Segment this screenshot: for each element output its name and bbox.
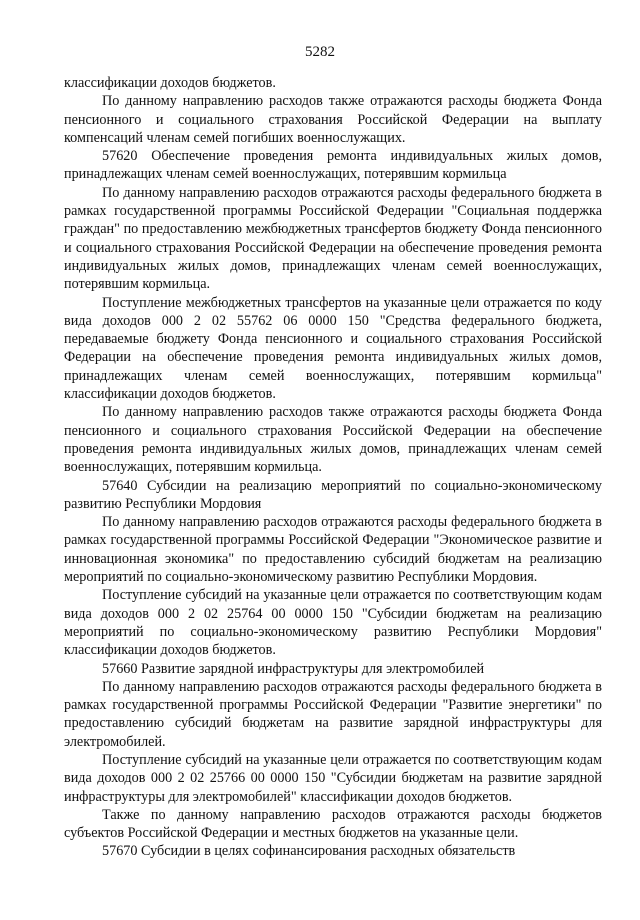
paragraph: классификации доходов бюджетов. (64, 75, 276, 91)
section-heading-57660: 57660 Развитие зарядной инфраструктуры для электромобилей (102, 660, 485, 677)
section-heading-57640: 57640 Субсидии на реализацию мероприятий по социально-экономическому развитию Республики Мордовия (64, 477, 602, 512)
document-body (64, 74, 602, 861)
paragraph: Также по данному направлению расходов отражаются расходы бюджетов субъектов Российской Федерации и местных бюджетов на указанные цели. (64, 806, 602, 842)
paragraph: Поступление межбюджетных трансфертов на указанные цели отражается по коду вида доходов 000 2 02 55762 06 0000 150 "Средства федерального бюджета, передаваемые бюджету Фонда пенсионного и социального страхования Российской Федерации на обеспечение проведения ремонта индивидуальных жилых домов, принадлежащих членам семей военнослужащих, потерявшим кормильца" классификации доходов бюджетов. (64, 294, 602, 403)
paragraph: Поступление субсидий на указанные цели отражается по соответствующим кодам вида доходов 000 2 02 25764 00 0000 150 "Субсидии бюджетам на реализацию мероприятий по социально-экономическому развитию Республики Мордовия" классификации доходов бюджетов. (64, 587, 602, 659)
page-number: 5282 (305, 44, 335, 60)
section-heading-57620: 57620 Обеспечение проведения ремонта индивидуальных жилых домов, принадлежащих членам семей военнослужащих, потерявшим кормильца (64, 148, 602, 183)
paragraph: По данному направлению расходов также отражаются расходы бюджета Фонда пенсионного и социального страхования Российской Федерации на выплату компенсаций членам семей погибших военнослужащих. (64, 93, 602, 146)
paragraph: По данному направлению расходов отражаются расходы федерального бюджета в рамках государственной программы Российской Федерации "Экономическое развитие и инновационная экономика" по предоставлению субсидий бюджетам на реализацию мероприятий по социально-экономическому развитию Республики Мордовия. (64, 514, 602, 586)
paragraph: По данному направлению расходов также отражаются расходы бюджета Фонда пенсионного и социального страхования Российской Федерации на обеспечение проведения ремонта индивидуальных жилых домов, принадлежащих членам семей военнослужащих, потерявшим кормильца. (64, 404, 602, 476)
section-heading-57670: 57670 Субсидии в целях софинансирования расходных обязательств (102, 843, 516, 860)
paragraph: Поступление субсидий на указанные цели отражается по соответствующим кодам вида доходов 000 2 02 25766 00 0000 150 "Субсидии бюджетам на развитие зарядной инфраструктуры для электромобилей" классификации доходов бюджетов. (64, 751, 602, 805)
paragraph: По данному направлению расходов отражаются расходы федерального бюджета в рамках государственной программы Российской Федерации "Социальная поддержка граждан" по предоставлению межбюджетных трансфертов бюджету Фонда пенсионного и социального страхования Российской Федерации на обеспечение проведения ремонта индивидуальных жилых домов, принадлежащих членам семей военнослужащих, потерявшим кормильца. (64, 184, 602, 293)
paragraph: По данному направлению расходов отражаются расходы федерального бюджета в рамках государственной программы Российской Федерации "Развитие энергетики" по предоставлению субсидий бюджетам на развитие зарядной инфраструктуры для электромобилей. (64, 678, 602, 750)
